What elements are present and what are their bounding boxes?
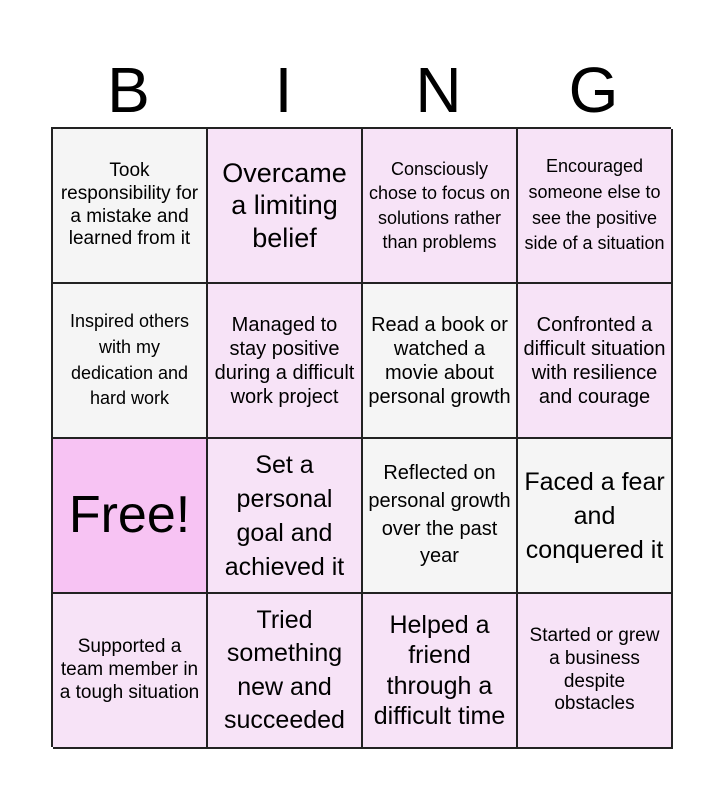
bingo-cell-r3c2[interactable] xyxy=(208,439,363,594)
bingo-cell-r4c2[interactable] xyxy=(208,594,363,749)
bingo-cell-text: Tried something new and succeeded xyxy=(224,606,345,734)
bingo-cell-text: Faced a fear and conquered it xyxy=(524,467,665,564)
bingo-grid xyxy=(51,127,671,747)
bingo-cell-text: Read a book or watched a movie about personal growth xyxy=(368,313,511,408)
bingo-cell-r3c3[interactable] xyxy=(363,439,518,594)
bingo-cell-r2c1[interactable] xyxy=(53,284,208,439)
bingo-cell-r2c4[interactable] xyxy=(518,284,673,439)
bingo-cell-r2c2[interactable] xyxy=(208,284,363,439)
bingo-cell-free[interactable] xyxy=(53,439,208,594)
bingo-cell-text: Took responsibility for a mistake and learned from it xyxy=(60,159,199,250)
header-letter-b: B xyxy=(107,54,150,126)
bingo-cell-r1c1[interactable] xyxy=(53,129,208,284)
bingo-cell-r1c2[interactable] xyxy=(208,129,363,284)
bingo-cell-text: Confronted a difficult situation with resilience and courage xyxy=(523,313,666,408)
bingo-cell-r4c3[interactable] xyxy=(363,594,518,749)
bingo-cell-text: Overcame a limiting belief xyxy=(222,157,347,253)
bingo-cell-text: Helped a friend through a difficult time xyxy=(373,610,506,730)
bingo-header xyxy=(51,52,671,128)
bingo-cell-text: Encouraged someone else to see the positive side of a situation xyxy=(524,156,665,254)
bingo-cell-r2c3[interactable] xyxy=(363,284,518,439)
bingo-cell-text: Consciously chose to focus on solutions rather than problems xyxy=(368,158,511,252)
bingo-cell-r3c4[interactable] xyxy=(518,439,673,594)
bingo-cell-text: Inspired others with my dedication and hard work xyxy=(69,311,190,409)
bingo-cell-text: Managed to stay positive during a difficult work project xyxy=(214,313,355,408)
bingo-cell-r4c4[interactable] xyxy=(518,594,673,749)
header-letter-n: N xyxy=(415,54,462,126)
bingo-cell-text: Supported a team member in a tough situation xyxy=(59,636,200,703)
bingo-cell-r1c3[interactable] xyxy=(363,129,518,284)
header-letter-g: G xyxy=(568,54,619,126)
free-space-label: Free! xyxy=(68,486,191,545)
bingo-cell-text: Reflected on personal growth over the past year xyxy=(368,462,511,568)
bingo-cell-text: Set a personal goal and achieved it xyxy=(224,450,345,581)
bingo-cell-text: Started or grew a business despite obstacles xyxy=(529,624,660,715)
header-letter-i: I xyxy=(274,54,293,126)
bingo-cell-r4c1[interactable] xyxy=(53,594,208,749)
bingo-cell-r1c4[interactable] xyxy=(518,129,673,284)
